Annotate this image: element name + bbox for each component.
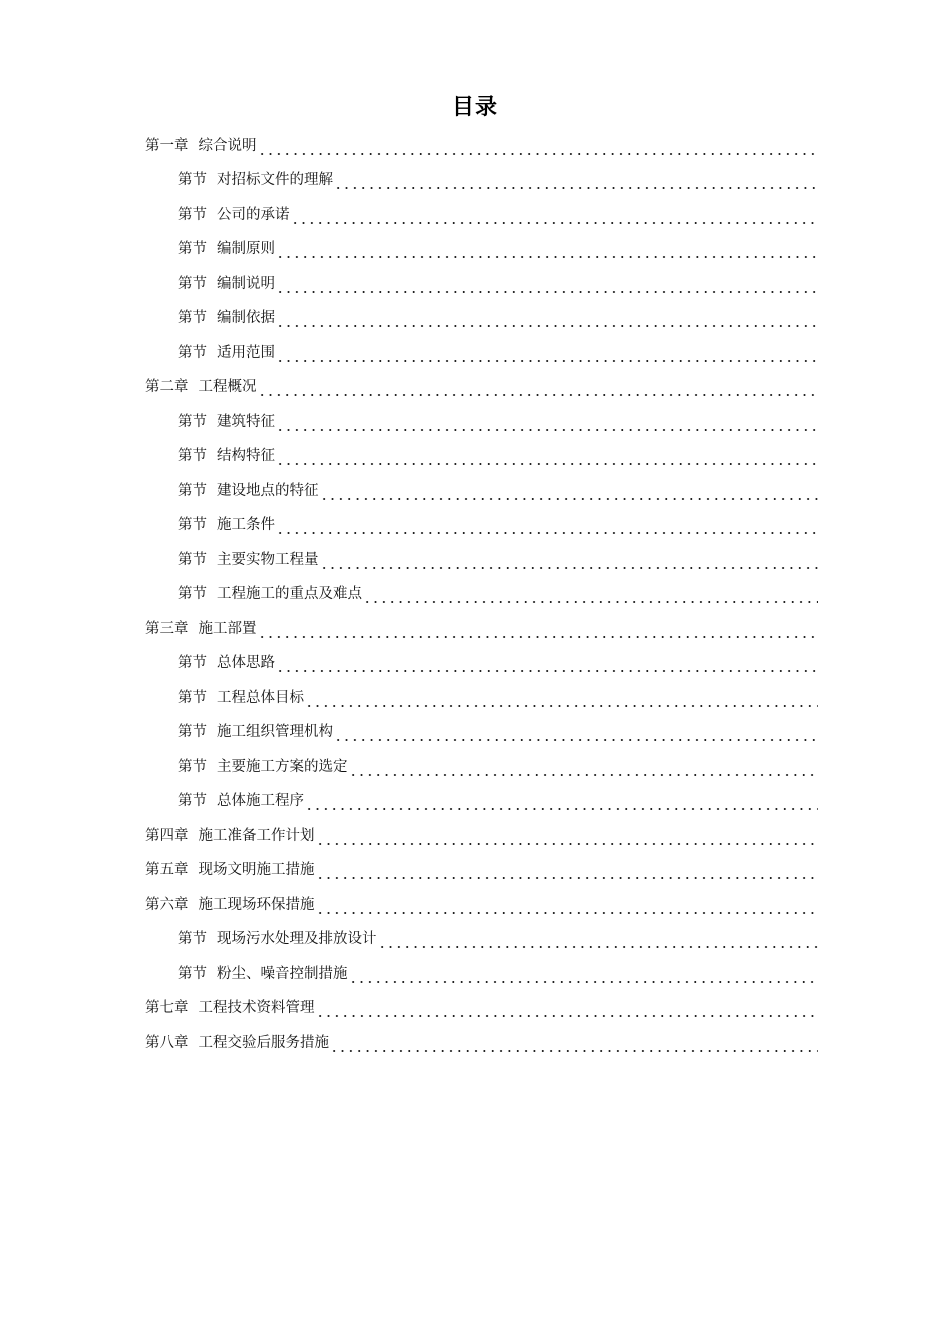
toc-entry-number: 第节	[178, 206, 207, 223]
toc-section-entry[interactable]	[145, 576, 818, 611]
toc-entry-title: 编制原则	[217, 241, 275, 258]
toc-entry-number: 第节	[178, 931, 207, 948]
toc-section-entry[interactable]	[145, 438, 818, 473]
toc-section-entry[interactable]	[145, 300, 818, 335]
toc-entry-number: 第五章	[145, 862, 189, 879]
toc-entry-number: 第节	[178, 551, 207, 568]
toc-chapter-entry[interactable]	[145, 127, 818, 162]
toc-entry-title: 施工组织管理机构	[217, 724, 333, 741]
toc-entry-number: 第六章	[145, 896, 189, 913]
toc-entry-number: 第节	[178, 689, 207, 706]
toc-dot-leader	[305, 699, 818, 707]
toc-entry-title: 适用范围	[217, 344, 275, 361]
toc-section-entry[interactable]	[145, 645, 818, 680]
toc-entry-title: 主要实物工程量	[217, 551, 319, 568]
toc-chapter-entry[interactable]	[145, 817, 818, 852]
toc-entry-number: 第节	[178, 310, 207, 327]
toc-entry-number: 第节	[178, 586, 207, 603]
toc-section-entry[interactable]	[145, 541, 818, 576]
toc-dot-leader	[334, 733, 818, 741]
toc-dot-leader	[363, 595, 818, 603]
toc-entry-number: 第三章	[145, 620, 189, 637]
toc-chapter-entry[interactable]	[145, 990, 818, 1025]
toc-dot-leader	[276, 526, 818, 534]
toc-dot-leader	[258, 388, 819, 396]
toc-entry-title: 工程概况	[198, 379, 257, 396]
toc-dot-leader	[330, 1044, 818, 1052]
toc-section-entry[interactable]	[145, 921, 818, 956]
toc-dot-leader	[276, 285, 818, 293]
toc-dot-leader	[276, 457, 818, 465]
toc-dot-leader	[305, 802, 818, 810]
toc-entry-title: 对招标文件的理解	[217, 172, 333, 189]
toc-section-entry[interactable]	[145, 679, 818, 714]
toc-dot-leader	[291, 216, 819, 224]
toc-chapter-entry[interactable]	[145, 610, 818, 645]
toc-entry-number: 第节	[178, 965, 207, 982]
toc-entry-title: 工程施工的重点及难点	[217, 586, 362, 603]
toc-entry-title: 现场污水处理及排放设计	[217, 931, 377, 948]
toc-entry-title: 编制依据	[217, 310, 275, 327]
toc-entry-title: 施工部置	[198, 620, 257, 637]
toc-section-entry[interactable]	[145, 265, 818, 300]
toc-dot-leader	[276, 423, 818, 431]
toc-entry-title: 主要施工方案的选定	[217, 758, 348, 775]
toc-entry-number: 第节	[178, 655, 207, 672]
toc-section-entry[interactable]	[145, 403, 818, 438]
toc-dot-leader	[334, 181, 818, 189]
toc-dot-leader	[258, 147, 819, 155]
toc-entry-title: 工程总体目标	[217, 689, 304, 706]
toc-dot-leader	[316, 837, 819, 845]
toc-entry-title: 施工条件	[217, 517, 275, 534]
toc-entry-number: 第节	[178, 344, 207, 361]
toc-dot-leader	[316, 871, 819, 879]
toc-chapter-entry[interactable]	[145, 886, 818, 921]
toc-entry-number: 第二章	[145, 379, 189, 396]
toc-entry-title: 建筑特征	[217, 413, 275, 430]
toc-entry-title: 建设地点的特征	[217, 482, 319, 499]
toc-dot-leader	[276, 664, 818, 672]
toc-section-entry[interactable]	[145, 162, 818, 197]
toc-entry-number: 第七章	[145, 1000, 189, 1017]
toc-entry-title: 施工准备工作计划	[198, 827, 315, 844]
toc-dot-leader	[349, 975, 819, 983]
toc-entry-number: 第节	[178, 413, 207, 430]
toc-dot-leader	[349, 768, 819, 776]
toc-section-entry[interactable]	[145, 472, 818, 507]
toc-entry-number: 第八章	[145, 1034, 189, 1051]
toc-entry-number: 第节	[178, 724, 207, 741]
page-title: 目录	[451, 95, 498, 120]
toc-dot-leader	[258, 630, 819, 638]
toc-chapter-entry[interactable]	[145, 369, 818, 404]
toc-entry-title: 总体思路	[217, 655, 275, 672]
toc-section-entry[interactable]	[145, 334, 818, 369]
toc-dot-leader	[320, 492, 819, 500]
toc-entry-number: 第一章	[145, 137, 189, 154]
toc-chapter-entry[interactable]	[145, 1024, 818, 1059]
toc-dot-leader	[316, 906, 819, 914]
toc-entry-title: 结构特征	[217, 448, 275, 465]
toc-section-entry[interactable]	[145, 955, 818, 990]
toc-dot-leader	[320, 561, 819, 569]
toc-entry-title: 施工现场环保措施	[198, 896, 315, 913]
toc-section-entry[interactable]	[145, 714, 818, 749]
toc-entry-number: 第节	[178, 448, 207, 465]
toc-entry-title: 综合说明	[198, 137, 257, 154]
toc-entry-number: 第节	[178, 517, 207, 534]
toc-dot-leader	[378, 940, 819, 948]
toc-entry-number: 第节	[178, 482, 207, 499]
toc-entry-title: 现场文明施工措施	[198, 862, 315, 879]
toc-chapter-entry[interactable]	[145, 852, 818, 887]
toc-section-entry[interactable]	[145, 783, 818, 818]
toc-entry-title: 总体施工程序	[217, 793, 304, 810]
toc-section-entry[interactable]	[145, 748, 818, 783]
toc-dot-leader	[276, 319, 818, 327]
toc-entry-number: 第节	[178, 172, 207, 189]
toc-entry-number: 第四章	[145, 827, 189, 844]
toc-entry-number: 第节	[178, 275, 207, 292]
toc-section-entry[interactable]	[145, 231, 818, 266]
toc-entry-title: 编制说明	[217, 275, 275, 292]
toc-dot-leader	[316, 1009, 819, 1017]
toc-section-entry[interactable]	[145, 196, 818, 231]
toc-entry-number: 第节	[178, 758, 207, 775]
table-of-contents	[145, 127, 818, 1059]
toc-dot-leader	[276, 354, 818, 362]
toc-entry-title: 工程技术资料管理	[198, 1000, 315, 1017]
toc-dot-leader	[276, 250, 818, 258]
toc-section-entry[interactable]	[145, 507, 818, 542]
toc-entry-title: 工程交验后服务措施	[198, 1034, 329, 1051]
toc-entry-title: 公司的承诺	[217, 206, 290, 223]
toc-entry-title: 粉尘、噪音控制措施	[217, 965, 348, 982]
toc-entry-number: 第节	[178, 793, 207, 810]
toc-entry-number: 第节	[178, 241, 207, 258]
